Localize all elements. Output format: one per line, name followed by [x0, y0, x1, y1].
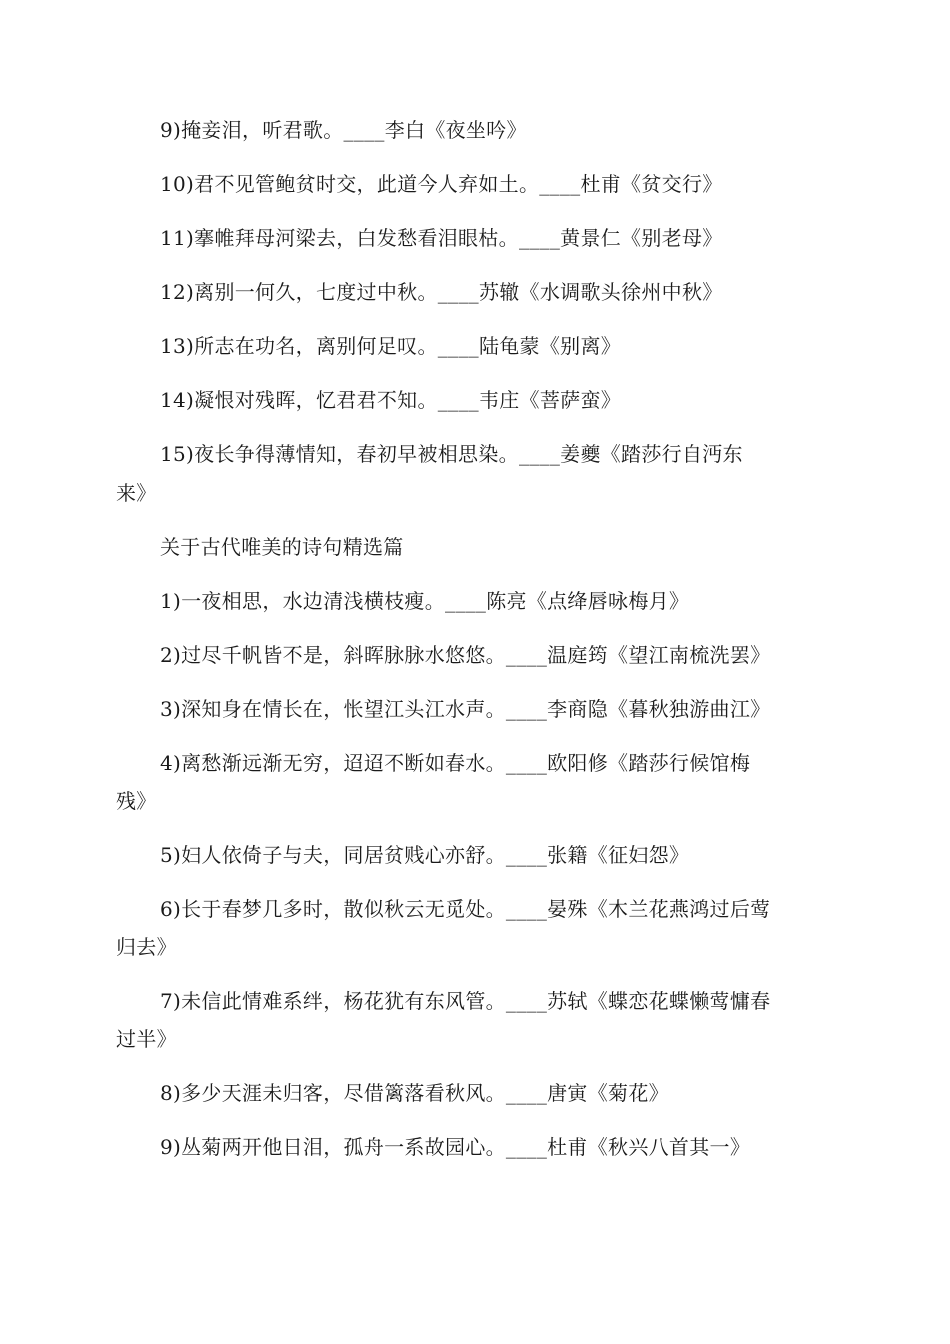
poem-line-continuation: 来》	[116, 481, 157, 505]
poem-line-continuation: 过半》	[116, 1027, 177, 1051]
poem-line: 5)妇人依倚子与夫，同居贫贱心亦舒。____张籍《征妇怨》	[160, 843, 690, 867]
poem-line: 14)凝恨对残晖，忆君君不知。____韦庄《菩萨蛮》	[160, 388, 622, 412]
poem-line: 9)丛菊两开他日泪，孤舟一系故园心。____杜甫《秋兴八首其一》	[160, 1135, 751, 1159]
poem-line: 15)夜长争得薄情知，春初早被相思染。____姜夔《踏莎行自沔东	[160, 442, 743, 466]
poem-line-continuation: 残》	[116, 789, 157, 813]
poem-line: 9)掩妾泪，听君歌。____李白《夜坐吟》	[160, 118, 527, 142]
section-heading: 关于古代唯美的诗句精选篇	[160, 535, 404, 559]
poem-line: 11)搴帷拜母河梁去，白发愁看泪眼枯。____黄景仁《别老母》	[160, 226, 723, 250]
poem-line: 4)离愁渐远渐无穷，迢迢不断如春水。____欧阳修《踏莎行候馆梅	[160, 751, 751, 775]
poem-line: 7)未信此情难系绊，杨花犹有东风管。____苏轼《蝶恋花蝶懒莺慵春	[160, 989, 771, 1013]
poem-line: 1)一夜相思，水边清浅横枝瘦。____陈亮《点绛唇咏梅月》	[160, 589, 690, 613]
poem-line: 12)离别一何久，七度过中秋。____苏辙《水调歌头徐州中秋》	[160, 280, 723, 304]
poem-line: 2)过尽千帆皆不是，斜晖脉脉水悠悠。____温庭筠《望江南梳洗罢》	[160, 643, 771, 667]
poem-line: 3)深知身在情长在，怅望江头江水声。____李商隐《暮秋独游曲江》	[160, 697, 771, 721]
poem-line: 10)君不见管鲍贫时交，此道今人弃如土。____杜甫《贫交行》	[160, 172, 723, 196]
poem-line: 6)长于春梦几多时，散似秋云无觅处。____晏殊《木兰花燕鸿过后莺	[160, 897, 771, 921]
poem-line: 8)多少天涯未归客，尽借篱落看秋风。____唐寅《菊花》	[160, 1081, 669, 1105]
poem-line: 13)所志在功名，离别何足叹。____陆龟蒙《别离》	[160, 334, 622, 358]
poem-line-continuation: 归去》	[116, 935, 177, 959]
